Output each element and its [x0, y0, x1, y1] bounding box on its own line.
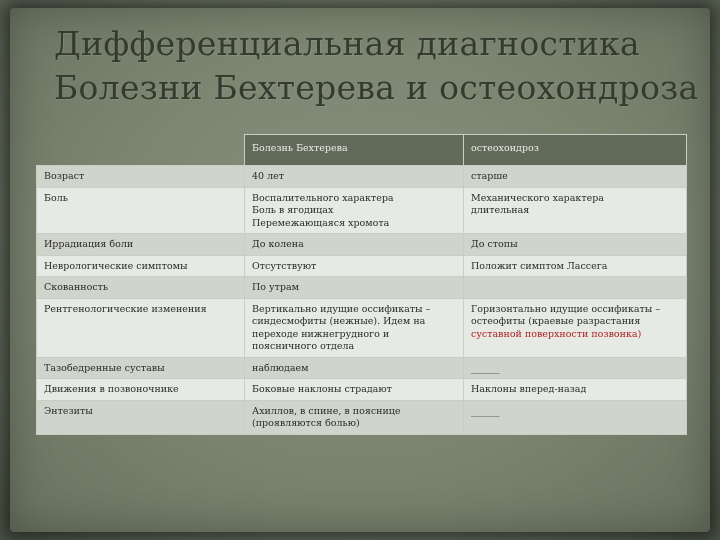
table-row	[37, 379, 687, 401]
bekhterev-cell: 40 лет	[245, 166, 464, 188]
header-cell-osteochondrosis: остеохондроз	[464, 135, 687, 166]
feature-cell: Тазобедренные суставы	[37, 357, 245, 379]
bekhterev-cell: Ахиллов, в спине, в пояснице (проявляются болью)	[245, 400, 464, 434]
feature-cell: Энтезиты	[37, 400, 245, 434]
slide-title	[54, 22, 704, 110]
osteochondrosis-cell: ______	[464, 400, 687, 434]
bekhterev-cell: Воспалительного характера Боль в ягодицах Перемежающаяся хромота	[245, 187, 464, 234]
feature-cell: Скованность	[37, 277, 245, 299]
osteochondrosis-cell: Наклоны вперед-назад	[464, 379, 687, 401]
table-header-row	[37, 135, 687, 166]
bekhterev-cell: наблюдаем	[245, 357, 464, 379]
osteochondrosis-cell: До стопы	[464, 234, 687, 256]
feature-cell: Движения в позвоночнике	[37, 379, 245, 401]
osteochondrosis-text-highlighted: суставной поверхности позвонка)	[471, 328, 642, 340]
table-row	[37, 187, 687, 234]
bekhterev-cell: Вертикально идущие оссификаты – синдесмофиты (нежные). Идем на переходе нижнегрудного и поясничного отдела	[245, 298, 464, 357]
table-row	[37, 255, 687, 277]
osteochondrosis-cell	[464, 277, 687, 299]
table-row	[37, 166, 687, 188]
bekhterev-cell: Отсутствуют	[245, 255, 464, 277]
comparison-table	[36, 134, 687, 435]
feature-cell: Возраст	[37, 166, 245, 188]
table-row	[37, 400, 687, 434]
table-row	[37, 277, 687, 299]
bekhterev-cell: По утрам	[245, 277, 464, 299]
feature-cell: Неврологические симптомы	[37, 255, 245, 277]
osteochondrosis-cell	[464, 298, 687, 357]
osteochondrosis-cell: Механического характера длительная	[464, 187, 687, 234]
bekhterev-cell: До колена	[245, 234, 464, 256]
title-line-2: Болезни Бехтерева и остеохондроза	[54, 68, 699, 107]
table-row	[37, 298, 687, 357]
osteochondrosis-cell: Положит симптом Лассега	[464, 255, 687, 277]
osteochondrosis-cell: старше	[464, 166, 687, 188]
table-row	[37, 234, 687, 256]
feature-cell: Иррадиация боли	[37, 234, 245, 256]
feature-cell: Боль	[37, 187, 245, 234]
header-cell-empty	[37, 135, 245, 166]
osteochondrosis-text: Горизонтально идущие оссификаты – остеофиты (краевые разрастания	[471, 303, 661, 327]
table-row	[37, 357, 687, 379]
osteochondrosis-cell: ______	[464, 357, 687, 379]
title-line-1: Дифференциальная диагностика	[54, 24, 641, 63]
feature-cell: Рентгенологические изменения	[37, 298, 245, 357]
bekhterev-cell: Боковые наклоны страдают	[245, 379, 464, 401]
header-cell-bekhterev: Болезнь Бехтерева	[245, 135, 464, 166]
